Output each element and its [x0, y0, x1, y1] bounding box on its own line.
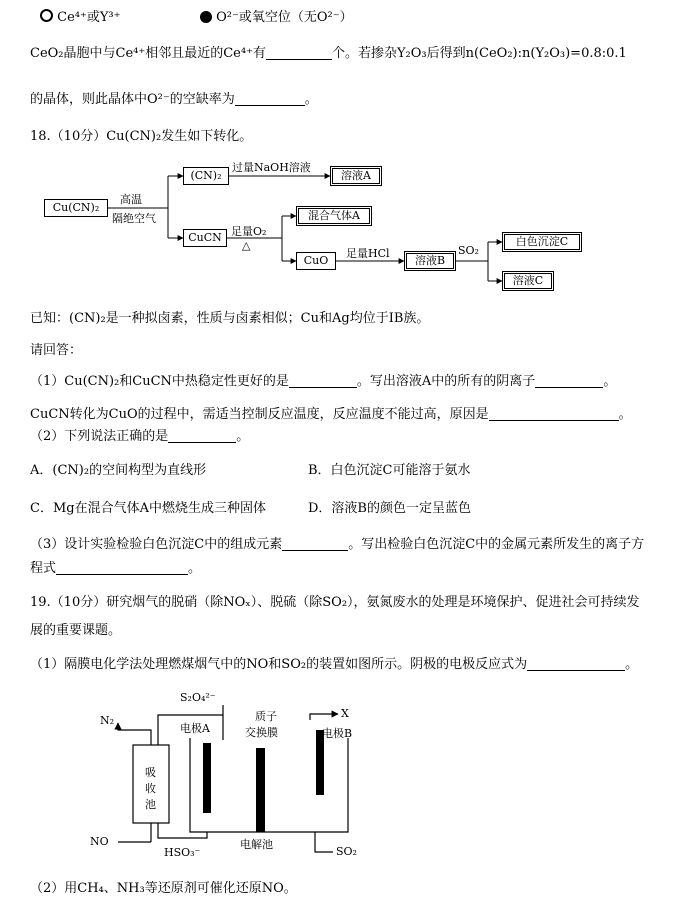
label-no: NO	[90, 835, 109, 848]
flow-cucn: CuCN	[183, 229, 227, 247]
q19-part-2: （2）用CH₄、NH₃等还原剂可催化还原NO。	[30, 881, 297, 896]
label-electrode-b: 电极B	[322, 727, 353, 740]
label-membrane-1: 质子	[255, 710, 277, 723]
q18-p1-b: 。写出溶液A中的所有的阴离子	[356, 374, 536, 389]
flow-cond-1: 高温	[120, 193, 142, 206]
q18-p3-c: 程式	[30, 561, 57, 576]
q18-p1-a: （1）Cu(CN)₂和CuCN中热稳定性更好的是	[30, 374, 289, 389]
q18-p2: （2）下列说法正确的是	[30, 429, 169, 444]
q18-p3-d: 。	[188, 561, 202, 576]
label-absorb-1: 吸	[145, 766, 156, 779]
label-absorb-3: 池	[145, 798, 156, 811]
q18-heading: 18.（10分）Cu(CN)₂发生如下转化。	[30, 129, 253, 144]
flow-solution-c: 溶液C	[502, 271, 554, 291]
label-cell: 电解池	[240, 838, 273, 851]
q18-p1-d: CuCN转化为CuO的过程中，需适当控制反应温度，反应温度不能过高，原因是	[30, 407, 489, 422]
flow-precipitate-c: 白色沉淀C	[502, 232, 582, 252]
flow-o2: 足量O₂	[231, 225, 267, 238]
label-absorb-2: 收	[145, 782, 156, 795]
q17-text-c: 的晶体，则此晶体中O²⁻的空缺率为	[30, 92, 235, 107]
electrolysis-cell	[190, 738, 348, 832]
label-n2: N₂	[100, 714, 115, 727]
legend-label-1: Ce⁴⁺或Y³⁺	[57, 10, 121, 25]
flow-start: Cu(CN)₂	[44, 199, 108, 217]
option-a: A．(CN)₂的空间构型为直线形	[30, 463, 207, 478]
electrode-a	[203, 743, 211, 813]
label-hso3: HSO₃⁻	[164, 846, 201, 859]
label-so2: SO₂	[336, 845, 357, 858]
q17-text-d: 。	[304, 92, 318, 107]
q18-p1-c: 。	[603, 374, 617, 389]
flow-cond-2: 隔绝空气	[112, 212, 156, 225]
label-s2o4: S₂O₄²⁻	[180, 691, 216, 704]
q18-p3-b: 。写出检验白色沉淀C中的金属元素所发生的离子方	[348, 537, 645, 552]
q17-text-a: CeO₂晶胞中与Ce⁴⁺相邻且最近的Ce⁴⁺有	[30, 46, 266, 61]
option-c: C．Mg在混合气体A中燃烧生成三种固体	[30, 501, 266, 516]
flow-gas-a: 混合气体A	[296, 206, 372, 226]
proton-membrane	[256, 748, 265, 832]
flow-solution-a: 溶液A	[330, 166, 382, 186]
q18-ask: 请回答：	[30, 343, 83, 358]
q18-p2-end: 。	[236, 429, 250, 444]
q18-p3-a: （3）设计实验检验白色沉淀C中的组成元素	[30, 537, 283, 552]
flow-hcl: 足量HCl	[346, 247, 390, 260]
q18-known: 已知：(CN)₂是一种拟卤素，性质与卤素相似；Cu和Ag均位于IB族。	[30, 311, 430, 326]
legend-label-2: O²⁻或氧空位（无O²⁻）	[216, 10, 353, 25]
flow-cn2: (CN)₂	[183, 167, 229, 185]
flow-solution-b: 溶液B	[404, 251, 456, 271]
q18-p1-e: 。	[618, 407, 632, 422]
label-membrane-2: 交换膜	[245, 726, 278, 739]
q17-text-b: 个。若掺杂Y₂O₃后得到n(CeO₂):n(Y₂O₃)=0.8:0.1	[331, 46, 627, 61]
label-x: X	[341, 707, 349, 720]
option-d: D．溶液B的颜色一定呈蓝色	[308, 501, 471, 516]
option-b: B．白色沉淀C可能溶于氨水	[308, 463, 471, 478]
q19-p1-b: 。	[625, 657, 639, 672]
label-electrode-a: 电极A	[180, 722, 210, 735]
q19-heading-1: 19.（10分）研究烟气的脱硝（除NOₓ）、脱硫（除SO₂），氨氮废水的处理是环境保护、促进社会可持续发	[30, 595, 640, 610]
flow-naoh: 过量NaOH溶液	[232, 161, 311, 174]
q19-p1-a: （1）隔膜电化学法处理燃煤烟气中的NO和SO₂的装置如图所示。阴极的电极反应式为	[30, 657, 528, 672]
q19-heading-2: 展的重要课题。	[30, 623, 122, 638]
flow-so2: SO₂	[458, 244, 479, 257]
flow-cuo: CuO	[296, 252, 336, 270]
flow-heat: △	[242, 239, 251, 252]
